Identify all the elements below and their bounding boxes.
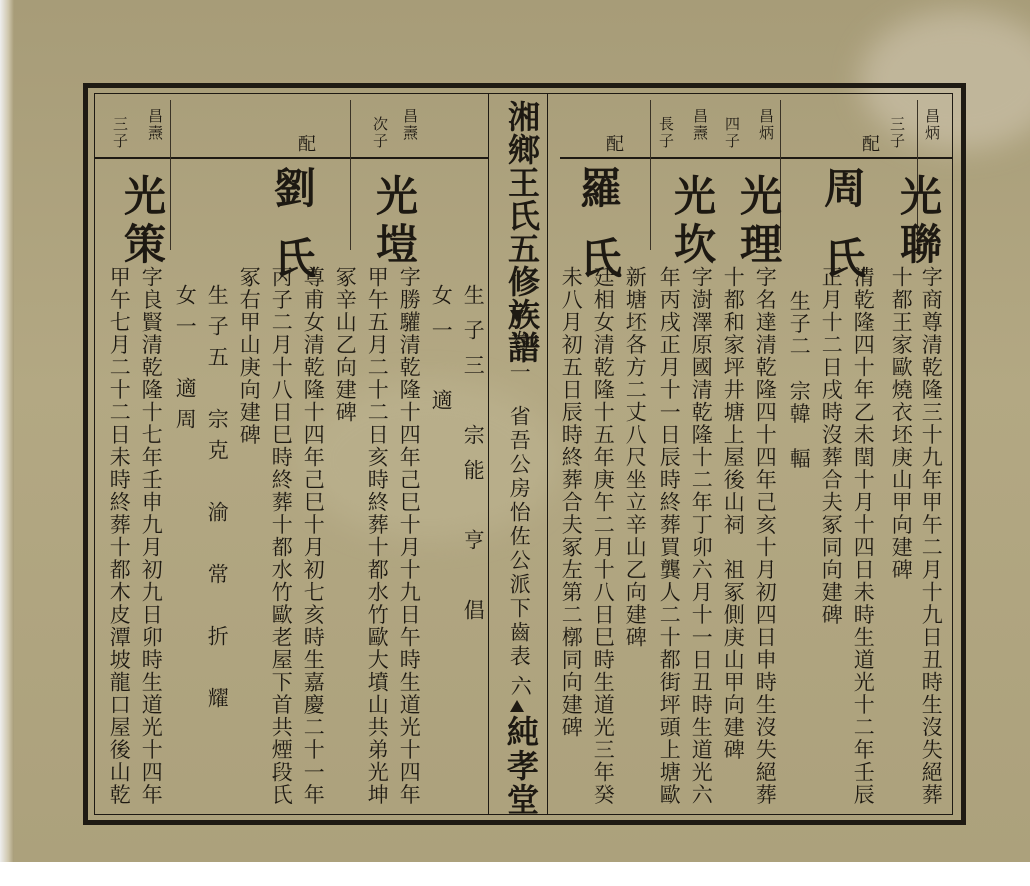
person-name: 光理 [734,174,783,270]
spouse-tag: 配 [859,134,880,152]
ledger-rule-right [560,157,953,159]
record-line: 字名達清乾隆四十四年己亥十月初四日申時生沒失絕葬 [753,266,778,806]
father-name: 昌炳 [923,108,941,142]
fishtail-mark-top [510,310,524,322]
fishtail-mark-bottom [510,700,524,712]
chapter-subtitle: 卷二 省吾公房怡佐公派下齒表 [507,330,532,669]
record-line: 正月十二日戌時沒葬合夫冢同向建碑 [819,266,844,626]
hall-name: 純孝堂 [502,715,540,817]
children-line: 生子二 宗韓 輻 [787,290,812,470]
person-name: 光聯 [894,174,943,270]
father-name: 昌炳 [757,108,775,142]
daughter-line: 女一 適 [429,284,454,424]
spouse-name: 羅氏 [574,166,623,306]
spouse-tag: 配 [603,134,624,152]
birth-rank: 四子 [723,116,741,150]
record-line: 冢辛山乙向建碑 [333,266,358,424]
record-line: 字商尊清乾隆三十九年甲午二月十九日丑時生沒失絕葬 [919,266,944,806]
ledger-rule-left [94,157,488,159]
birth-rank: 次子 [371,116,389,150]
father-name: 昌燾 [146,108,164,142]
record-line: 冢右甲山庚向建碑 [237,266,262,446]
record-line: 字澍澤原國清乾隆十二年丁卯六月十一日丑時生道光六 [689,266,714,806]
children-line: 生子三 宗能 亨 倡 [461,284,486,634]
father-name: 昌燾 [401,108,419,142]
spouse-name: 周氏 [818,166,867,306]
father-name: 昌燾 [691,108,709,142]
record-line: 新塘坯各方二丈八尺坐立辛山乙向建碑 [623,266,648,649]
person-name: 光塏 [370,174,419,270]
children-line: 生子五 宗克 渝 常 折 耀 [205,284,230,718]
record-line: 甲午七月二十二日未時終葬十都木皮潭坡龍口屋後山乾 [107,266,132,806]
record-line: 甲午五月二十二日亥時終葬十都水竹歐大墳山共弟光坤 [365,266,390,806]
record-line: 丙子二月十八日巳時終葬十都水竹歐老屋下首共煙段氏 [269,266,294,806]
page-edge [0,0,14,862]
record-line: 清乾隆四十年乙未閏十月十四日未時生道光十二年壬辰 [851,266,876,806]
record-line: 尊甫女清乾隆十四年己巳十月初七亥時生嘉慶二十一年 [301,266,326,806]
spouse-name: 劉氏 [268,166,317,306]
birth-rank: 長子 [657,116,675,150]
daughter-line: 女一 適周 [173,284,198,439]
birth-rank: 三子 [111,116,129,150]
record-line: 字良賢清乾隆十七年壬申九月初九日卯時生道光十四年 [139,266,164,806]
book-title: 湘鄉王氏五修族譜 [503,100,541,364]
spouse-tag: 配 [295,134,316,152]
page-number: 六 [508,675,533,698]
person-name: 光策 [118,174,167,270]
record-line: 廷相女清乾隆十五年庚午二月十八日巳時生道光三年癸 [591,266,616,806]
birth-rank: 三子 [888,116,906,150]
record-line: 年丙戌正月十一日辰時終葬買龔人二十都街坪頭上塘歐 [657,266,682,806]
record-line: 十都和家坪井塘上屋後山祠 祖冢側庚山甲向建碑 [721,266,746,761]
record-line: 十都王家歐燒衣坯庚山甲向建碑 [889,266,914,581]
column-rule [350,100,351,250]
person-name: 光坎 [668,174,717,270]
column-rule [650,100,651,250]
record-line: 字勝驩清乾隆十四年己巳十月十九日午時生道光十四年 [397,266,422,806]
record-line: 未八月初五日辰時終葬合夫冢左第二槨同向建碑 [559,266,584,739]
